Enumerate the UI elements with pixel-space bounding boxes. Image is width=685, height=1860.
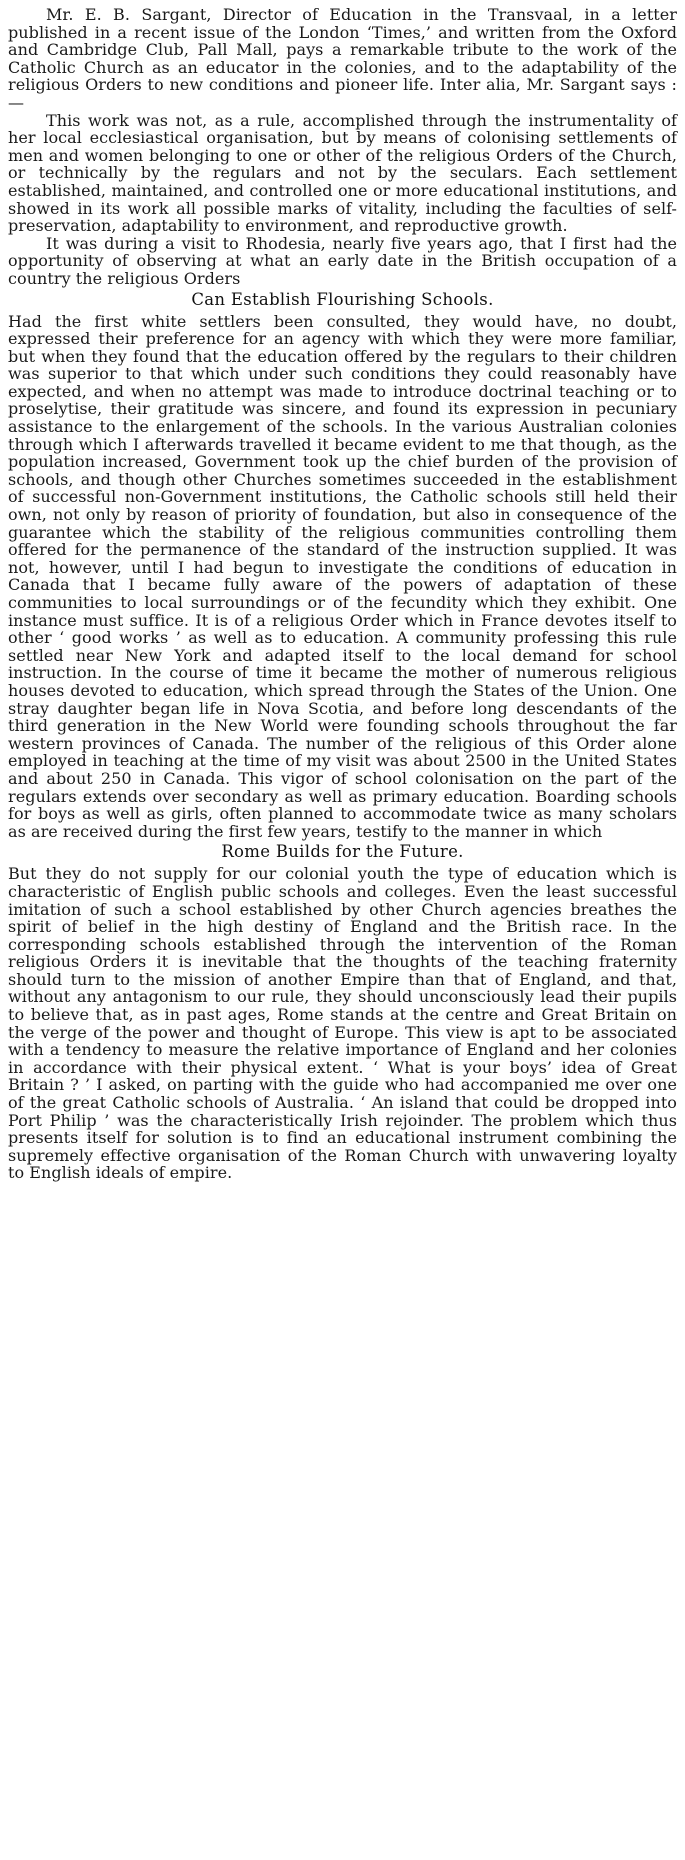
quote-paragraph-3: Had the first white settlers been consulted, they would have, no doubt, expressed their preference for an agency with which they were more familiar, but when they found that the education offered by the regulars to their children was superior to that which under such conditions they could reasonably have expected, and when no attempt was made to introduce doctrinal teaching or to proselytise, their gratitude was sincere, and found its expression in pecuniary assistance to the enlargement of the schools. In the various Australian colonies through which I afterwards travelled it became evident to me that though, as the population increased, Government took up the chief burden of the provision of schools, and though other Churches sometimes succeeded in the establishment of successful non-Government institutions, the Catholic schools still held their own, not only by reason of priority of foundation, but also in consequence of the guarantee which the stability of the religious communities controlling them offered for the permanence of the standard of the instruction supplied. It was not, however, until I had begun to investigate the conditions of education in Canada that I became fully aware of the powers of adaptation of these communities to local surroundings or of the fecundity which they exhibit. One instance must suffice. It is of a religious Order which in France devotes itself to other ‘ good works ’ as well as to education. A community professing this rule settled near New York and adapted itself to the local demand for school instruction. In the course of time it became the mother of numerous religious houses devoted to education, which spread through the States of the Union. One stray daughter began life in Nova Scotia, and before long descendants of the third generation in the New World were founding schools throughout the far western provinces of Canada. The number of the religious of this Order alone employed in teaching at the time of my visit was about 2500 in the United States and about 250 in Canada. This vigor of school colonisation on the part of the regulars extends over secondary as well as primary education. Boarding schools for boys as well as girls, often planned to accommodate twice as many scholars as are received during the first few years, testify to the manner in which (8, 311, 677, 841)
quote-paragraph-4: But they do not supply for our colonial youth the type of education which is characteristic of English public schools and colleges. Even the least successful imitation of such a school established by other Church agencies breathes the spirit of belief in the high destiny of England and the British race. In the corresponding schools established through the intervention of the Roman religious Orders it is inevitable that the thoughts of the teaching fraternity should turn to the mission of another Empire than that of England, and that, without any antagonism to our rule, they should unconsciously lead their pupils to believe that, as in past ages, Rome stands at the centre and Great Britain on the verge of the power and thought of Europe. This view is apt to be associated with a tendency to measure the relative importance of England and her colonies in accordance with their physical extent. ‘ What is your boys’ idea of Great Britain ? ’ I asked, on parting with the guide who had accompanied me over one of the great Catholic schools of Australia. ‘ An island that could be dropped into Port Philip ’ was the characteristically Irish rejoinder. The problem which thus presents itself for solution is to find an educational instrument combining the supremely effective organisation of the Roman Church with unwavering loyalty to English ideals of empire. (8, 864, 677, 1183)
quote-paragraph-1: This work was not, as a rule, accomplished through the instrumentality of her local ecclesiastical organisation, but by means of colonising settlements of men and women belonging to one or other of the religious Orders of the Church, or technically by the regulars and not by the seculars. Each settlement established, maintained, and controlled one or more educational institutions, and showed in its work all possible marks of vitality, including the faculties of self-preservation, adaptability to environment, and reproductive growth. (8, 110, 677, 236)
intro-paragraph: Mr. E. B. Sargant, Director of Education in the Transvaal, in a letter published in a recent issue of the London ‘Times,’ and written from the Oxford and Cambridge Club, Pall Mall, pays a remarkable tribute to the work of the Catholic Church as an educator in the colonies, and to the adaptability of the religious Orders to new conditions and pioneer life. Inter alia, Mr. Sargant says :— (8, 5, 677, 112)
subheading-flourishing-schools: Can Establish Flourishing Schools. (191, 289, 494, 309)
quote-paragraph-2: It was during a visit to Rhodesia, nearly five years ago, that I first had the opportunity of observing at what an early date in the British occupation of a country the religious Orders (8, 233, 677, 288)
subheading-rome-builds: Rome Builds for the Future. (221, 842, 464, 862)
